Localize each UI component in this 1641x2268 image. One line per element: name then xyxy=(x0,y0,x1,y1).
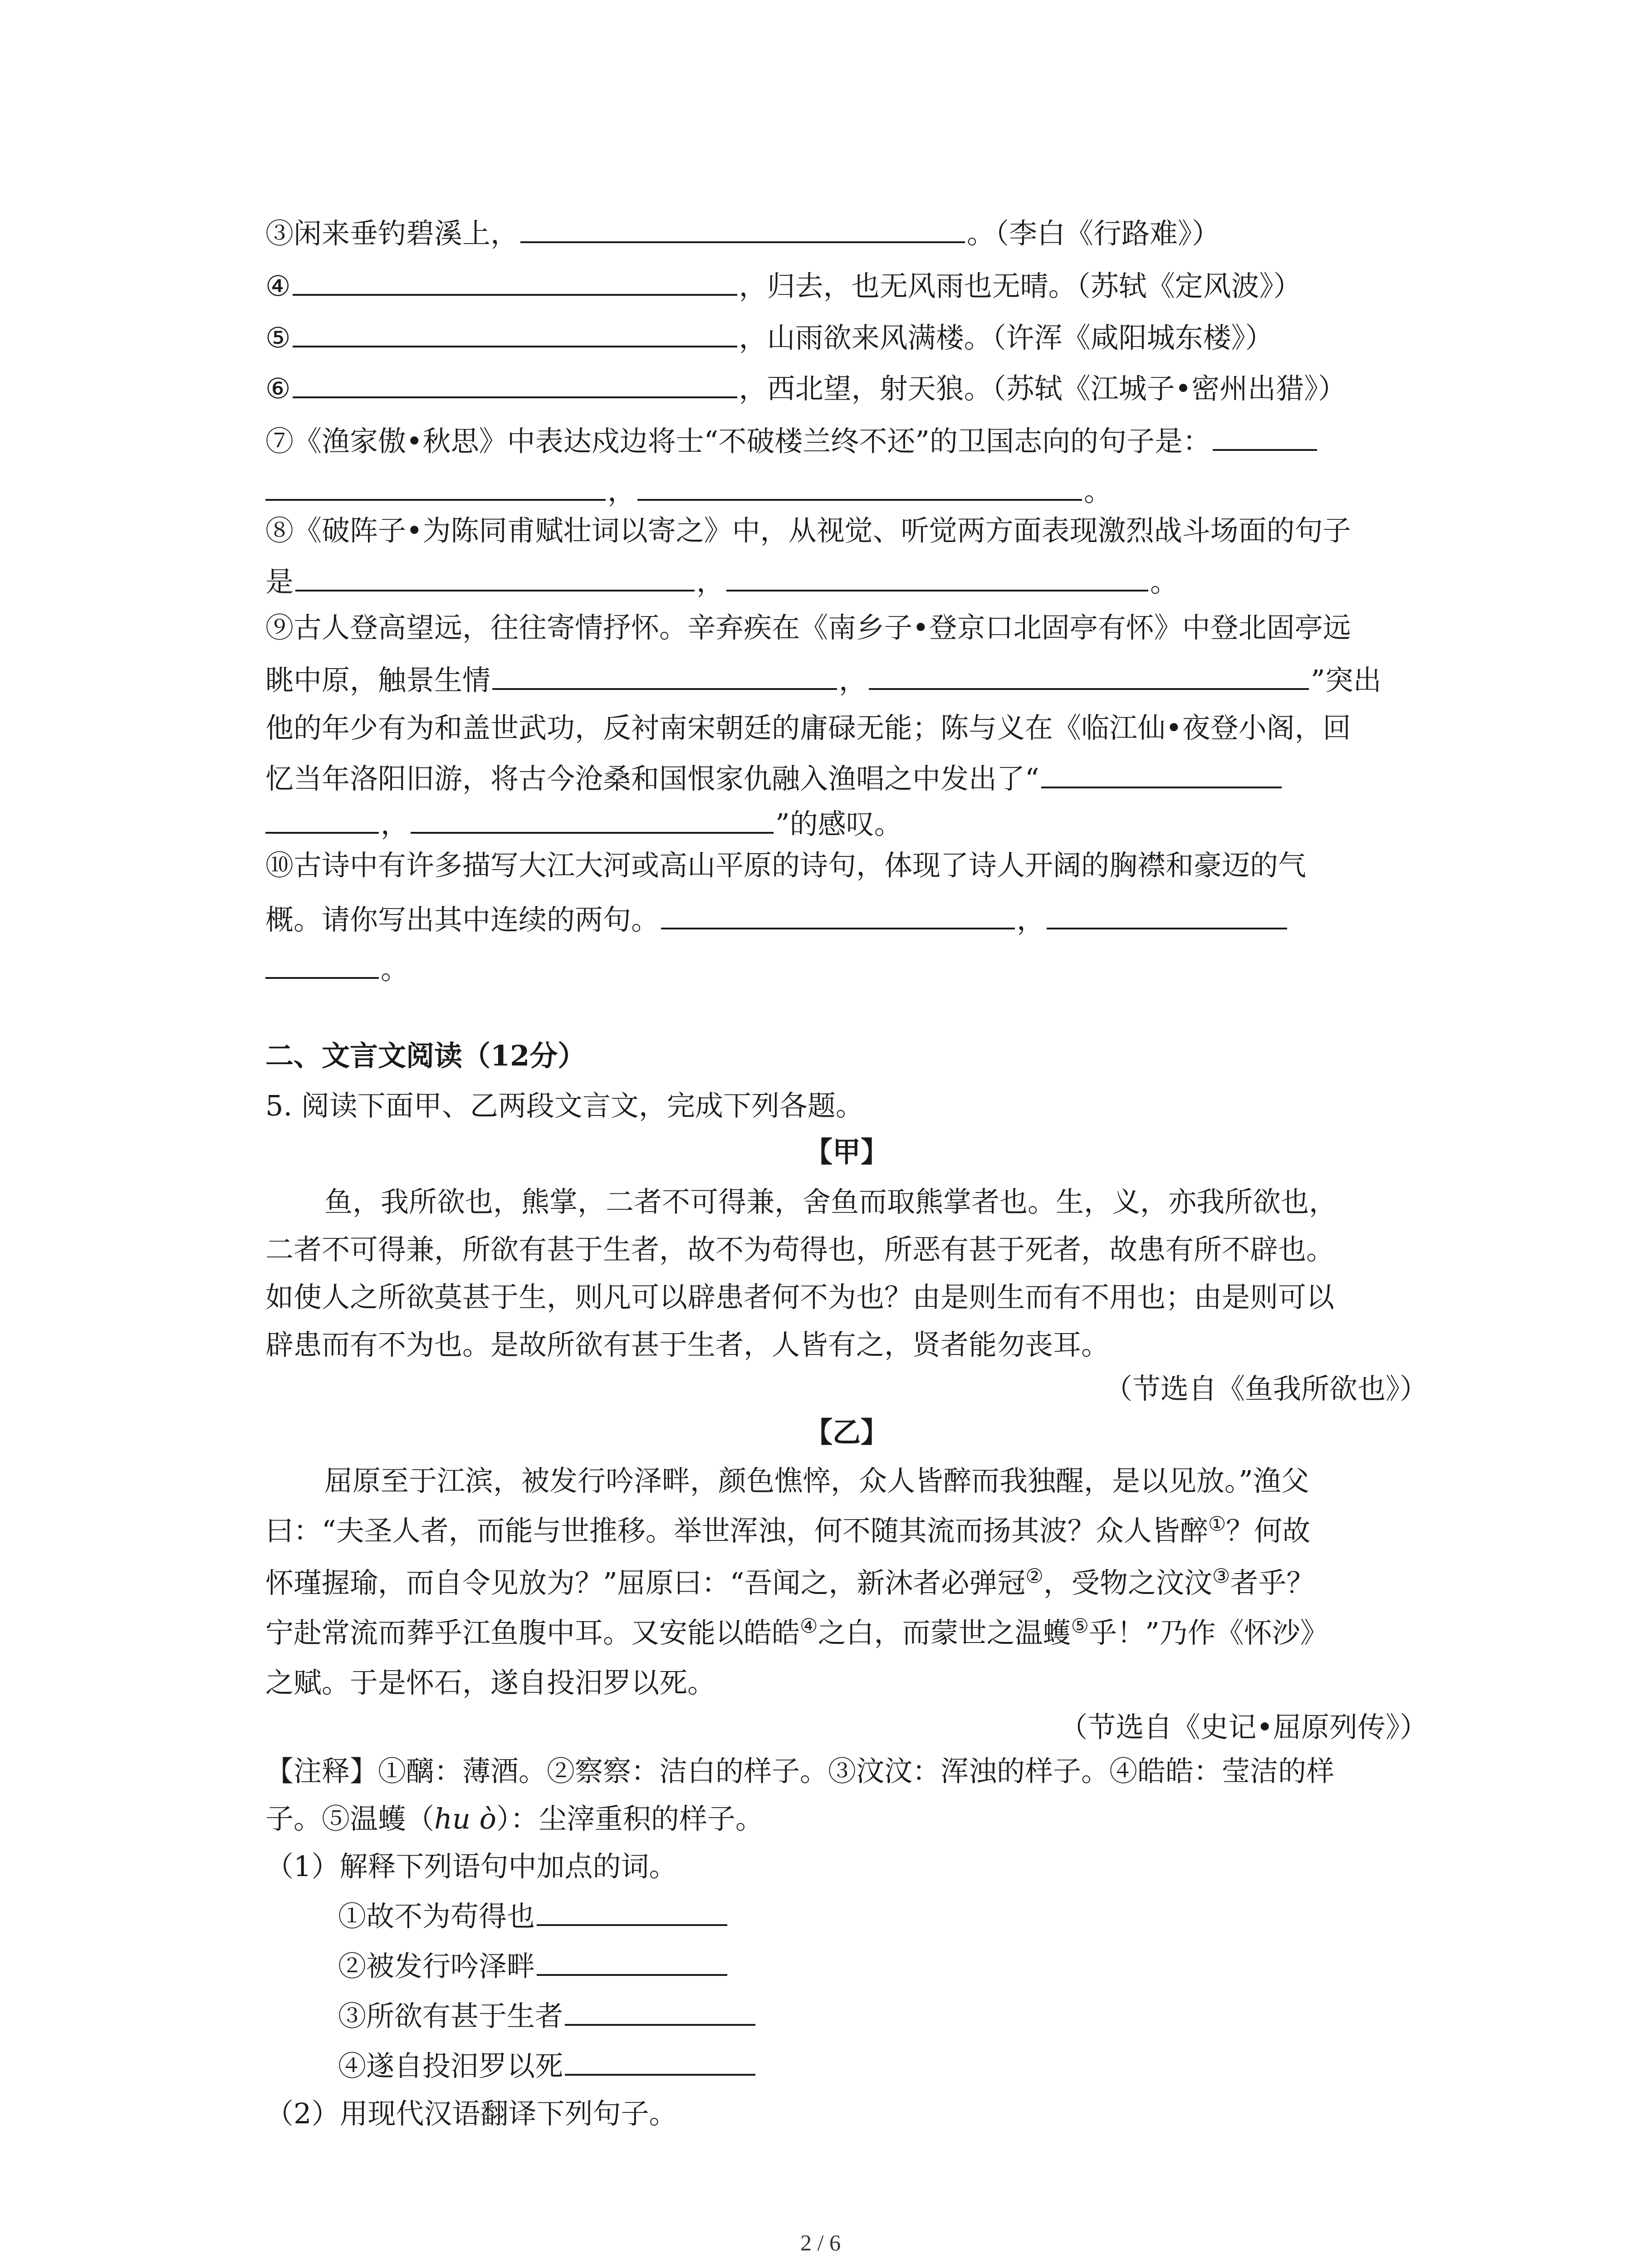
answer-blank[interactable] xyxy=(1213,421,1317,451)
answer-blank[interactable] xyxy=(537,1946,727,1976)
answer-blank[interactable] xyxy=(492,660,837,690)
answer-blank[interactable] xyxy=(265,471,606,501)
passage-jia-line: 如使人之所欲莫甚于生，则凡可以辟患者何不为也？由是则生而有不用也；由是则可以 xyxy=(265,1281,1335,1314)
sub-question-2: （2）用现代汉语翻译下列句子。 xyxy=(265,2097,677,2130)
section-heading: 二、文言文阅读（12分） xyxy=(265,1039,586,1072)
page-number: 2 / 6 xyxy=(800,2230,841,2255)
passage-jia-line: 辟患而有不为也。是故所欲有甚于生者，人皆有之，贤者能勿丧耳。 xyxy=(265,1328,1110,1361)
answer-blank[interactable] xyxy=(293,266,737,296)
note-marker: ① xyxy=(1208,1512,1226,1536)
passage-yi-source: （节选自《史记•屈原列传》） xyxy=(1059,1711,1428,1744)
sub-question-1: （1）解释下列语句中加点的词。 xyxy=(265,1850,677,1883)
fill-in-item-4: ④ ，归去，也无风雨也无晴。（苏轼《定风波》） xyxy=(265,266,1428,304)
answer-blank[interactable] xyxy=(293,318,737,347)
pinyin: hu ò xyxy=(434,1802,496,1835)
sub-question-item: ②被发行吟泽畔 xyxy=(265,1946,1428,1984)
fill-in-item-10-line2: 概。请你写出其中连续的两句。 ， xyxy=(265,899,1428,938)
fill-in-item-9: ⑨古人登高望远，往往寄情抒怀。辛弃疾在《南乡子•登京口北固亭有怀》中登北固亭远 xyxy=(265,611,1351,644)
answer-blank[interactable] xyxy=(1047,899,1287,929)
passage-yi-line: 宁赴常流而葬乎江鱼腹中耳。又安能以皓皓④之白，而蒙世之温蠖⑤乎！”乃作《怀沙》 xyxy=(265,1614,1328,1649)
sub-question-item: ③所欲有甚于生者 xyxy=(265,1996,1428,2034)
fill-in-item-5: ⑤ ，山雨欲来风满楼。（许浑《咸阳城东楼》） xyxy=(265,318,1428,356)
passage-jia-title: 【甲】 xyxy=(804,1135,889,1168)
answer-blank[interactable] xyxy=(520,213,965,243)
answer-blank[interactable] xyxy=(265,804,379,834)
answer-blank[interactable] xyxy=(293,368,737,398)
sub-question-item: ④遂自投汨罗以死 xyxy=(265,2046,1428,2084)
fill-in-item-10-line3: 。 xyxy=(265,949,1428,987)
answer-blank[interactable] xyxy=(265,949,379,979)
fill-in-item-9-line3: 他的年少有为和盖世武功，反衬南宋朝廷的庸碌无能；陈与义在《临江仙•夜登小阁，回 xyxy=(265,711,1351,744)
answer-blank[interactable] xyxy=(295,562,695,591)
answer-blank[interactable] xyxy=(637,471,1082,501)
fill-in-item-6: ⑥ ，西北望，射天狼。（苏轼《江城子•密州出猎》） xyxy=(265,368,1428,407)
fill-in-item-7: ⑦《渔家傲•秋思》中表达戍边将士“不破楼兰终不还”的卫国志向的句子是： xyxy=(265,421,1428,459)
passage-jia-source: （节选自《鱼我所欲也》） xyxy=(1104,1372,1428,1405)
note-marker: ⑤ xyxy=(1071,1614,1089,1638)
answer-blank[interactable] xyxy=(537,1896,727,1926)
fill-in-item-9-line4: 忆当年洛阳旧游，将古今沧桑和国恨家仇融入渔唱之中发出了“ xyxy=(265,758,1428,797)
fill-in-item-9-line2: 眺中原，触景生情 ， ”突出 xyxy=(265,660,1428,699)
note-marker: ④ xyxy=(800,1614,818,1638)
answer-blank[interactable] xyxy=(661,899,1015,929)
sub-question-item: ①故不为苟得也 xyxy=(265,1896,1428,1935)
passage-yi-line: 屈原至于江滨，被发行吟泽畔，颜色憔悴，众人皆醉而我独醒，是以见放。”渔父 xyxy=(324,1464,1309,1497)
annotation-line: 子。⑤温蠖（hu ò）：尘滓重积的样子。 xyxy=(265,1802,764,1835)
annotation-line: 【注释】①醨：薄酒。②察察：洁白的样子。③汶汶：浑浊的样子。④皓皓：莹洁的样 xyxy=(265,1755,1335,1788)
fill-in-item-10: ⑩古诗中有许多描写大江大河或高山平原的诗句，体现了诗人开阔的胸襟和豪迈的气 xyxy=(265,849,1307,882)
fill-in-item-8-cont: 是 ， 。 xyxy=(265,562,1428,600)
fill-in-item-9-line5: ， ”的感叹。 xyxy=(265,804,1428,842)
passage-yi-line: 之赋。于是怀石，遂自投汨罗以死。 xyxy=(265,1666,716,1699)
answer-blank[interactable] xyxy=(411,804,774,834)
answer-blank[interactable] xyxy=(565,2046,755,2076)
fill-in-item-8: ⑧《破阵子•为陈同甫赋壮词以寄之》中，从视觉、听觉两方面表现激烈战斗场面的句子 xyxy=(265,514,1351,547)
passage-yi-line: 曰：“夫圣人者，而能与世推移。举世浑浊，何不随其流而扬其波？众人皆醉①？何故 xyxy=(265,1512,1311,1547)
note-marker: ② xyxy=(1025,1564,1043,1588)
passage-jia-line: 二者不可得兼，所欲有甚于生者，故不为苟得也，所恶有甚于死者，故患有所不辟也。 xyxy=(265,1233,1335,1266)
note-marker: ③ xyxy=(1212,1564,1230,1588)
answer-blank[interactable] xyxy=(565,1996,755,2026)
passage-jia-line: 鱼，我所欲也，熊掌，二者不可得兼，舍鱼而取熊掌者也。生，义，亦我所欲也， xyxy=(324,1185,1337,1218)
fill-in-item-7-cont: ， 。 xyxy=(265,471,1428,509)
answer-blank[interactable] xyxy=(869,660,1309,690)
answer-blank[interactable] xyxy=(1041,758,1282,788)
question-5-intro: 5. 阅读下面甲、乙两段文言文，完成下列各题。 xyxy=(265,1089,864,1122)
passage-yi-line: 怀瑾握瑜，而自令见放为？”屈原曰：“吾闻之，新沐者必弹冠②，受物之汶汶③者乎？ xyxy=(265,1564,1315,1599)
answer-blank[interactable] xyxy=(726,562,1148,591)
passage-yi-title: 【乙】 xyxy=(804,1416,889,1449)
fill-in-item-3: ③闲来垂钓碧溪上， 。（李白《行路难》） xyxy=(265,213,1428,252)
